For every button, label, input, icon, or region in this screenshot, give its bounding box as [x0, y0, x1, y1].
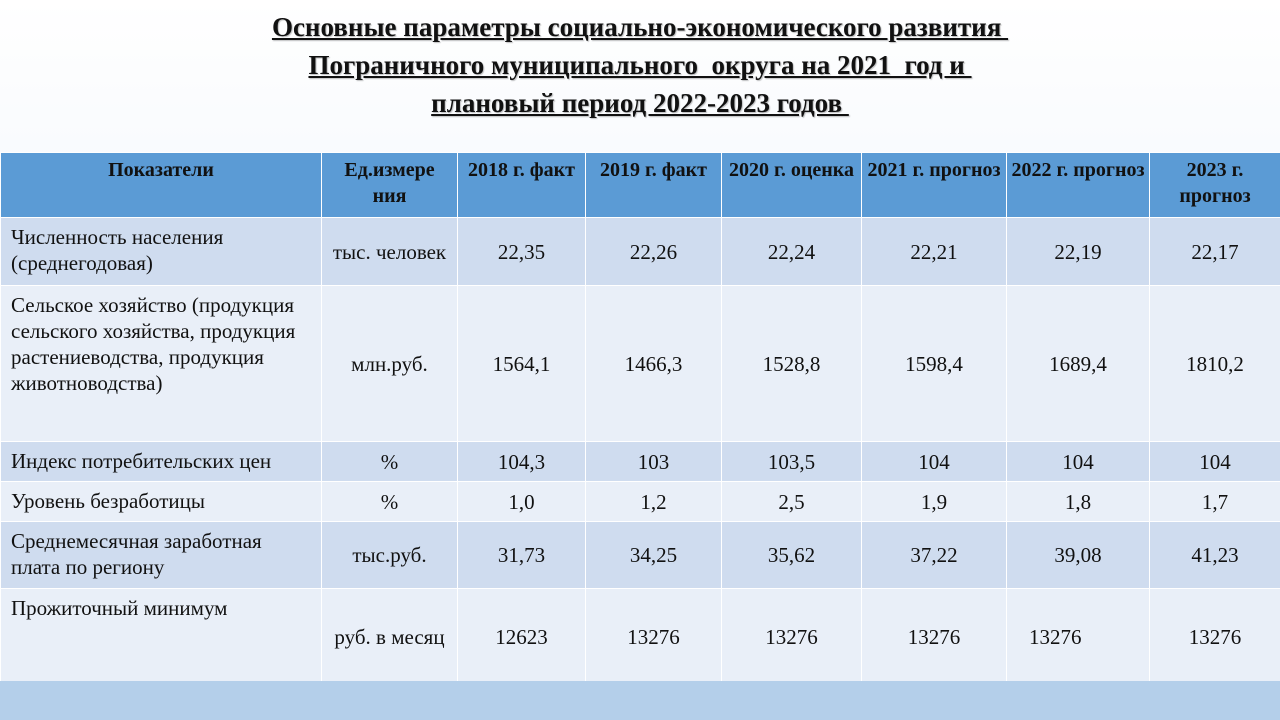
cell-2023: 1,7: [1150, 482, 1280, 522]
table-row: [1, 589, 1280, 686]
cell-2021: 22,21: [862, 218, 1007, 286]
cell-2023: 13276: [1150, 589, 1280, 686]
cell-2023: 104: [1150, 442, 1280, 482]
cell-2019: 1466,3: [586, 286, 722, 442]
header-2019: 2019 г. факт: [586, 153, 722, 218]
cell-2021: 13276: [862, 589, 1007, 686]
cell-2022: 1,8: [1007, 482, 1150, 522]
title-line-3: плановый период 2022-2023 годов: [431, 88, 849, 118]
header-unit: Ед.измере ния: [322, 153, 458, 218]
cell-2020: 13276: [722, 589, 862, 686]
cell-2018: 1,0: [458, 482, 586, 522]
cell-2021: 1,9: [862, 482, 1007, 522]
table-row: [1, 522, 1280, 589]
row-indicator: Уровень безработицы: [1, 482, 322, 522]
header-2018: 2018 г. факт: [458, 153, 586, 218]
header-2021: 2021 г. прогноз: [862, 153, 1007, 218]
table-row: [1, 442, 1280, 482]
cell-2022: 104: [1007, 442, 1150, 482]
cell-2019: 1,2: [586, 482, 722, 522]
cell-2020: 22,24: [722, 218, 862, 286]
row-unit: тыс. человек: [322, 218, 458, 286]
row-indicator: Прожиточный минимум: [1, 589, 322, 686]
cell-2018: 104,3: [458, 442, 586, 482]
table-row: [1, 286, 1280, 442]
cell-2020: 35,62: [722, 522, 862, 589]
header-2023: 2023 г. прогноз: [1150, 153, 1280, 218]
cell-2020: 1528,8: [722, 286, 862, 442]
row-indicator: Сельское хозяйство (продукция сельского хозяйства, продукция растениеводства, продукция животноводства): [1, 286, 322, 442]
cell-2020: 103,5: [722, 442, 862, 482]
row-unit: %: [322, 482, 458, 522]
cell-2018: 12623: [458, 589, 586, 686]
cell-2022: 13276: [1007, 589, 1150, 686]
title-line-2: Пограничного муниципального округа на 2021 год и: [308, 50, 972, 80]
row-unit: млн.руб.: [322, 286, 458, 442]
cell-2021: 1598,4: [862, 286, 1007, 442]
cell-2021: 104: [862, 442, 1007, 482]
header-2022: 2022 г. прогноз: [1007, 153, 1150, 218]
cell-2019: 22,26: [586, 218, 722, 286]
parameters-table: [0, 152, 1280, 686]
header-indicator: Показатели: [1, 153, 322, 218]
cell-2021: 37,22: [862, 522, 1007, 589]
cell-2022: 22,19: [1007, 218, 1150, 286]
cell-2019: 34,25: [586, 522, 722, 589]
cell-2022: 39,08: [1007, 522, 1150, 589]
cell-2018: 1564,1: [458, 286, 586, 442]
row-indicator: Индекс потребительских цен: [1, 442, 322, 482]
table-row: [1, 218, 1280, 286]
cell-2019: 13276: [586, 589, 722, 686]
row-unit: руб. в месяц: [322, 589, 458, 686]
page-title: [0, 8, 1280, 122]
cell-2020: 2,5: [722, 482, 862, 522]
bottom-band: [0, 681, 1280, 720]
cell-2019: 103: [586, 442, 722, 482]
row-unit: %: [322, 442, 458, 482]
row-unit: тыс.руб.: [322, 522, 458, 589]
row-indicator: Среднемесячная заработная плата по региону: [1, 522, 322, 589]
cell-2023: 41,23: [1150, 522, 1280, 589]
cell-2022: 1689,4: [1007, 286, 1150, 442]
table-row: [1, 482, 1280, 522]
cell-2023: 1810,2: [1150, 286, 1280, 442]
title-line-1: Основные параметры социально-экономического развития: [271, 12, 1009, 42]
cell-2018: 22,35: [458, 218, 586, 286]
cell-2023: 22,17: [1150, 218, 1280, 286]
row-indicator: Численность населения (среднегодовая): [1, 218, 322, 286]
cell-2018: 31,73: [458, 522, 586, 589]
header-row: [1, 153, 1280, 218]
header-2020: 2020 г. оценка: [722, 153, 862, 218]
